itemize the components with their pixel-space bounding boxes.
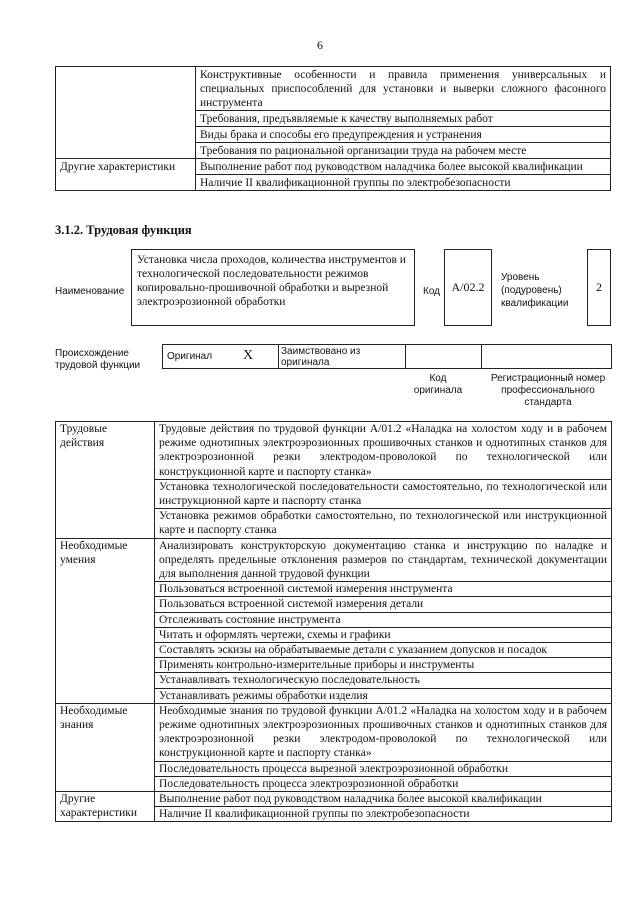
empty-label-cell	[56, 67, 196, 159]
table-cell: Требования, предъявляемые к качеству выполняемых работ	[196, 111, 611, 127]
table-cell: Выполнение работ под руководством наладчика более высокой квалификации	[196, 159, 611, 175]
table-cell: Применять контрольно-измерительные приборы и инструменты	[155, 658, 612, 673]
row-label-skills: Необходимые умения	[56, 538, 155, 703]
registration-number-cell	[482, 345, 611, 368]
table-cell: Наличие II квалификационной группы по электробезопасности	[196, 175, 611, 191]
row-label-other: Другие характеристики	[56, 159, 196, 191]
table-cell: Необходимые знания по трудовой функции A/01.2 «Наладка на холостом ходу и в рабочем режиме однотипных электроэрозионных прошивочных станков и однотипных станков для электроэрозионной резки электродом-проволокой по технологической или конструкционной карте и паспорту станка»	[155, 703, 612, 761]
function-name-box: Установка числа проходов, количества инструментов и технологической последовательности режимов копировально-прошивочной обработки и вырезной электроэрозионной обработки	[131, 249, 415, 326]
level-label: Уровень (подуровень) квалификации	[501, 272, 569, 309]
table-cell: Последовательность процесса вырезной электроэрозионной обработки	[155, 761, 612, 776]
table-cell: Трудовые действия по трудовой функции A/01.2 «Наладка на холостом ходу и в рабочем режиме однотипных электроэрозионных прошивочных станков и однотипных станков для электроэрозионной резки электродом-проволокой по технологической или конструкционной карте и паспорту станка»	[155, 422, 612, 480]
table-cell: Виды брака и способы его предупреждения и устранения	[196, 127, 611, 143]
original-label: Оригинал	[167, 351, 213, 362]
section-heading: 3.1.2. Трудовая функция	[55, 223, 192, 237]
name-label: Наименование	[55, 286, 125, 297]
level-value-box: 2	[587, 249, 611, 326]
function-code-box: A/02.2	[444, 249, 492, 326]
original-code-caption: Код оригинала	[413, 373, 463, 396]
row-label-actions: Трудовые действия	[56, 422, 155, 539]
function-details-table	[55, 421, 612, 822]
table-cell: Составлять эскизы на обрабатываемые детали с указанием допусков и посадок	[155, 643, 612, 658]
borrowed-cell: Заимствовано из оригинала	[279, 345, 406, 368]
table-cell: Установка технологической последовательности самостоятельно, по технологической или инструкционной карте и паспорту станка	[155, 479, 612, 508]
table-cell: Требования по рациональной организации труда на рабочем месте	[196, 143, 611, 159]
code-label: Код	[423, 286, 441, 297]
table-cell: Наличие II квалификационной группы по электробезопасности	[155, 807, 612, 822]
table-cell: Устанавливать режимы обработки изделия	[155, 688, 612, 703]
table-cell: Устанавливать технологическую последовательность	[155, 673, 612, 688]
original-mark: X	[243, 348, 254, 363]
origin-label: Происхождение трудовой функции	[55, 348, 141, 371]
table-cell: Отслеживать состояние инструмента	[155, 612, 612, 627]
table-cell: Установка режимов обработки самостоятельно, по технологической или инструкционной карте и паспорту станка	[155, 509, 612, 538]
row-label-other: Другие характеристики	[56, 792, 155, 822]
table-cell: Выполнение работ под руководством наладчика более высокой квалификации	[155, 792, 612, 807]
registration-caption: Регистрационный номер профессионального стандарта	[490, 373, 606, 408]
table-cell: Последовательность процесса электроэрозионной обработки	[155, 776, 612, 791]
table-cell: Пользоваться встроенной системой измерения детали	[155, 597, 612, 612]
table-cell: Читать и оформлять чертежи, схемы и графики	[155, 627, 612, 642]
origin-row	[162, 344, 612, 369]
original-code-cell	[406, 345, 482, 368]
page-number: 6	[317, 38, 323, 52]
table-cell: Конструктивные особенности и правила применения универсальных и специальных приспособлений для установки и выверки сложного фасонного инструмента	[196, 67, 611, 111]
table-cell: Пользоваться встроенной системой измерения инструмента	[155, 582, 612, 597]
row-label-knowledge: Необходимые знания	[56, 703, 155, 791]
original-cell	[163, 345, 279, 368]
requirements-table-continued	[55, 66, 611, 191]
table-cell: Анализировать конструкторскую документацию станка и инструкцию по наладке и определять предельные отклонения размеров по стандартам, технической документации для выполнения данной трудовой функции	[155, 538, 612, 582]
